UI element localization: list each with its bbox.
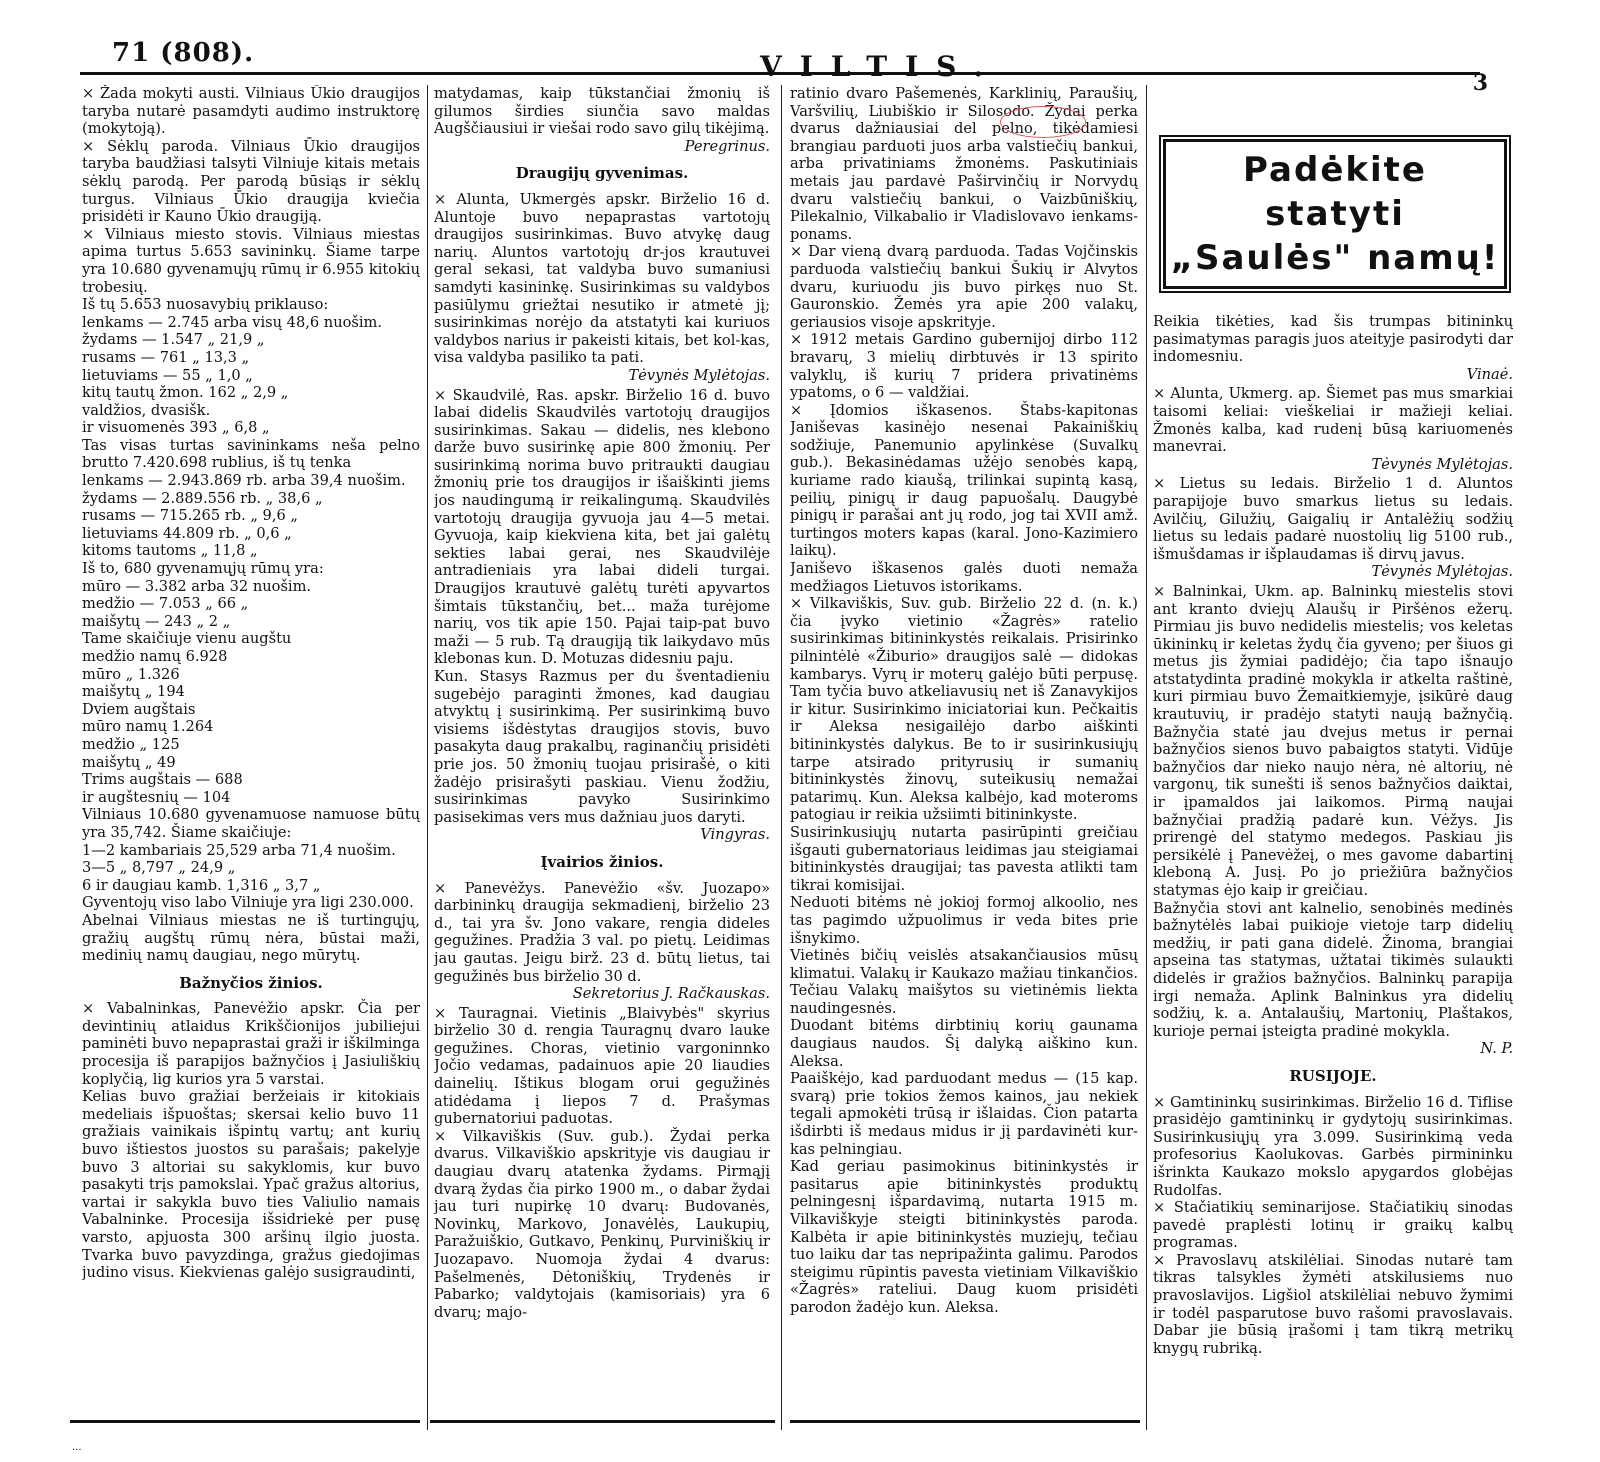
- article-paragraph: × Balninkai, Ukm. ap. Balninkų miestelis stovi ant kranto dviejų Alaušų ir Piršėnos ežerų. Pirmiau jis buvo nedidelis miestelis; vos keletas ūkininkų ir keletas žydų čia gyveno; per šiuos gi metus jis žymiai padidėjo; čia tapo išnaujo atstatydinta pradinė mokykla ir atkelta raštinė, kuri pirmiau buvo Žemaitkiemyje, įsikūrė daug krautuvių, ir pradėjo statyti naują bažnyčią. Bažnyčia statė jau dvejus metus ir pernai bažnyčios sienos buvo pabaigtos statyti. Vidūje bažnyčios dar nieko naujo nėra, nė altorių, nė vargonų, tik sunešti iš senos bažnyčios daiktai, ir įpamaldos jai laikomos. Pirmą naujai bažnyčiai pradžią padarė kun. Vėžys. Jis prirengė del statymo medegos. Paskiau jis persikėlė į Panevėžeį, o mes gavome dabartinį kleboną A. Jusį. Po jo priežiūra bažnyčios statymas ėjo kaip ir greičiau.: [1153, 582, 1513, 899]
- article-paragraph: Kad geriau pasimokinus bitininkystės ir pasitarus apie bitininkystės produktų pelningesnį išpardavimą, nutarta 1915 m. Vilkaviškyje steigti bitininkystės paroda. Kalbėta ir apie bitininkystės muziejų, tečiau tuo laiku dar tas nepripažinta galimu. Parodos steigimu rūpintis pavesta vietiniam Vilkaviškio «Žagrės» rateliui. Daug kuom prisidėti parodon žadėjo kun. Aleksa.: [790, 1158, 1138, 1316]
- page-number-right: 3: [1472, 70, 1488, 96]
- ad-line-1: Padėkite statyti: [1243, 150, 1427, 234]
- article-paragraph: × Vabalninkas, Panevėžio apskr. Čia per devintinių atlaidus Krikščionijos jubiliejui paminėti buvo nepaprastai graži ir iškilminga procesija iš parapijos bažnyčios į Jasiuliškių koplyčią, lig kurios yra 5 varstai.: [82, 1000, 420, 1088]
- saules-advertisement-box: [1163, 139, 1507, 289]
- article-paragraph: Vietinės bičių veislės atsakančiausios mūsų klimatui. Valakų ir Kaukazo mažiau tinkančios. Tečiau Valakų maišytos su vietinėmis liekta naudingesnės.: [790, 947, 1138, 1017]
- column-4: [1153, 85, 1513, 1415]
- article-paragraph: × Panevėžys. Panevėžio «šv. Juozapo» darbininkų draugija sekmadienį, birželio 23 d., tai yra šv. Jono vakare, rengia dideles gegužines. Pradžia 3 val. po pietų. Leidimas jau gautas. Jeigu birž. 23 d. būtų lietus, tai gegužinės bus birželio 30 d.: [434, 879, 770, 985]
- article-paragraph: × Alunta, Ukmerg. ap. Šiemet pas mus smarkiai taisomi keliai: vieškeliai ir mažieji keliai. Žmonės kalba, kad rudenį būsą kariuomenės manevrai.: [1153, 385, 1513, 456]
- column-2: [434, 85, 770, 1415]
- article-paragraph: × Gamtininkų susirinkimas. Birželio 16 d. Tiflise prasidėjo gamtininkų ir gydytojų susirinkimas. Susirinkusiųjų yra 3.099. Susirinkimą veda profesorius Kaolukovas. Garbės pirmininku išrinkta Kaukazo mokslo apygardos globėjas Rudolfas.: [1153, 1093, 1513, 1199]
- column-divider-3: [1146, 85, 1147, 1430]
- article-signature: Tėvynės Mylėtojas.: [1371, 563, 1513, 581]
- article-paragraph: Susirinkusiųjų nutarta pasirūpinti greičiau išgauti gubernatoriaus leidimas jau steigiamai bitininkystės draugijai; tas pavesta atlikti tam tikrai komisijai.: [790, 823, 1138, 894]
- article-signature: Sekretorius J. Račkauskas.: [572, 985, 770, 1003]
- article-paragraph: Reikia tikėties, kad šis trumpas bitininkų pasimatymas paragis juos ateityje pasirodyti dar indomesniu.: [1153, 313, 1513, 366]
- article-signature: Peregrinus.: [684, 137, 770, 155]
- header-rule: [80, 72, 1480, 75]
- newspaper-title: VILTIS.: [760, 50, 1002, 83]
- article-paragraph: Kun. Stasys Razmus per du šventadieniu sugebėjo paraginti žmones, kad daugiau atvyktų į susirinkimą. Per susirinkimą buvo visiems išdėstytas draugijos stovis, buvo pasakyta daug prakalbų, raginančių prisidėti prie jos. 50 žmonių tuojau prisirašė, o kiti žadėjo prisirašyti paskiau. Vienu žodžiu, susirinkimas pavyko Susirinkimo pasisekimas vers mus dažniau juos daryti.: [434, 668, 770, 826]
- article-paragraph: Kelias buvo gražiai beržeiais ir kitokiais medeliais išpuoštas; skersai kelio buvo 11 gražiais vainikais išpintų vartų; ant kurių buvo ištiestos juostos su parašais; pakelyje buvo 3 altoriai su sakyklomis, kur buvo pasakyti trįs pamokslai. Ypač gražus altorius, vartai ir sakykla buvo ties Valiulio namais Vabalninke. Procesija išsidriekė per pusę varsto, apjuosta 300 aršinų ilgio juosta. Tvarka buvo pavyzdinga, gražus giedojimas judino visus. Kiekvienas galėjo susigraudinti,: [82, 1088, 420, 1282]
- article-paragraph: × Stačiatikių seminarijose. Stačiatikių sinodas pavedė praplėsti lotinų ir graikų kalbų programas.: [1153, 1199, 1513, 1252]
- article-paragraph: × Žada mokyti austi. Vilniaus Ūkio draugijos taryba nutarė pasamdyti audimo instruktorę (mokytoją).: [82, 85, 420, 138]
- ad-line-2: „Saulės" namų!: [1170, 238, 1500, 278]
- column-divider-1: [427, 85, 428, 1430]
- statistics-block: Tas visas turtas savininkams neša pelno brutto 7.420.698 rublius, iš tų tenka lenkams — 2.943.869 rb. arba 39,4 nuošim. žydams — 2.889.556 rb. „ 38,6 „ rusams — 715.265 rb. „ 9,6 „ lietuviams 44.809 rb. „ 0,6 „ kitoms tautoms „ 11,8 „: [82, 436, 420, 560]
- article-paragraph: × Alunta, Ukmergės apskr. Birželio 16 d. Aluntoje buvo nepaprastas vartotojų draugijos susirinkimas. Buvo atvykę daug narių. Aluntos vartotojų dr-jos krautuvei geral sekasi, tat valdyba buvo sumaniusi samdyti kasininkę. Susirinkimas su valdybos pasiūlymu griežtai nesutiko ir atmetė jį; susirinkimas norėjo da atstatyti kai kuriuos valdybos narius ir pakeisti kitais, bet kol-kas, visa valdyba pasiliko ta pati.: [434, 190, 770, 367]
- article-paragraph: × 1912 metais Gardino gubernijoj dirbo 112 bravarų, 3 mielių dirbtuvės ir 13 spirito valyklų, iš kurių 7 pridera privatinėms ypatoms, o 6 — valdžiai.: [790, 331, 1138, 402]
- section-heading-russia: RUSIJOJE.: [1289, 1066, 1377, 1085]
- article-paragraph: Duodant bitėms dirbtinių korių gaunama daugiaus naudos. Šį dalyką aiškino kun. Aleksa.: [790, 1017, 1138, 1070]
- page-number-left: 71 (808).: [112, 38, 255, 68]
- article-signature: Tėvynės Mylėtojas.: [1371, 455, 1513, 473]
- article-paragraph: × Vilniaus miesto stovis. Vilniaus miestas apima turtus 5.653 savininkų. Šiame tarpe yra 10.680 gyvenamųjų rūmų ir 6.955 kitokių trobesių.: [82, 225, 420, 296]
- article-signature: N. P.: [1480, 1040, 1513, 1058]
- article-paragraph: Paaiškėjo, kad parduodant medus — (15 kap. svarą) prie tokios žemos kainos, jau nekiek tegali apmokėti trūsą ir išlaidas. Čion patarta išdirbti iš medaus midus ir jį pardavinėti kur-kas pelningiau.: [790, 1070, 1138, 1158]
- section-heading-church-news: Bažnyčios žinios.: [179, 973, 323, 992]
- article-signature: Vinaė.: [1466, 365, 1513, 383]
- article-paragraph: Janiševo iškasenos galės duoti nemaža medžiagos Lietuvos istorikams.: [790, 560, 1138, 595]
- section-heading-society-life: Draugijų gyvenimas.: [515, 164, 689, 183]
- column-3: [790, 85, 1138, 1415]
- bottom-rule-1: [70, 1420, 420, 1423]
- article-signature: Vingyras.: [700, 826, 770, 844]
- article-paragraph: Gyventojų viso labo Vilniuje yra ligi 230.000.: [82, 894, 414, 912]
- article-paragraph: × Vilkaviškis, Suv. gub. Birželio 22 d. (n. k.) čia įvyko vietinio «Žagrės» ratelio susirinkimas bitininkystės reikalais. Prisirinko pilnintėlė «Žiburio» draugijos salė — didokas kambarys. Vyrų ir moterų galėjo būti perpusę. Tam tyčia buvo atkeliavusių net iš Zanavykijos ir kitur. Susirinkimo iniciatoriai kun. Pečkaitis ir Aleksa nesigailėjo darbo aiškinti bitininkystės dalykus. Be to ir susirinkusiųjų tarpe atsirado prityrusių ir sumanių bitininkystės žinovų, suteikusių nemažai patarimų. Kun. Aleksa kalbėjo, kad moteroms patogiau ir reikia užsiimti bitininkyste.: [790, 595, 1138, 824]
- bottom-rule-2: [430, 1420, 775, 1423]
- article-paragraph: Abelnai Vilniaus miestas ne iš turtingųjų, gražių augštų rūmų nėra, būstai maži, medinių namų daugiau, nego mūrytų.: [82, 911, 420, 965]
- article-paragraph: Bažnyčia stovi ant kalnelio, senobinės medinės bažnytėlės labai puikioje vietoje tarp didelių medžių, ir pati gana didelė. Žinoma, brangiai apseina tas statymas, užtatai tikimės sulaukti didelės ir gražios bažnyčios. Balninkų parapija irgi nemaža. Aplink Balninkus yra didelių sodžių, k. a. Antalaušių, Martonių, Plaštakos, kurioje pernai įsteigta pradinė mokykla.: [1153, 899, 1513, 1040]
- article-paragraph: × Skaudvilė, Ras. apskr. Birželio 16 d. buvo labai didelis Skaudvilės vartotojų draugijos susirinkimas. Sakau — didelis, nes klebono darže buvo susirinkę apie 800 žmonių. Per susirinkimą norima buvo pritraukti daugiau žmonių prie tos draugijos ir išaiškinti jiems jos naudingumą ir reikalingumą. Skaudvilės vartotojų draugija gyvuoja jau 4—5 metai. Gyvuoja, kaip kiekviena kita, bet jai galėtų sekties labai gerai, nes Skaudvilėje antradieniais yra labai dideli turgai. Draugijos krautuvė galėtų turėti apyvartos šimtais tūkstančių, bet... maža turėjome narių, vos tik apie 150. Pajai taip-pat buvo maži — 5 rub. Tą draugiją tik laikydavo mūs klebonas kun. D. Motuzas didesniu paju.: [434, 386, 770, 668]
- red-circle-annotation: [1000, 106, 1086, 138]
- article-paragraph: Neduoti bitėms nė jokioj formoj alkoolio, nes tas pagimdo užpuolimus ir veda bites prie išnykimo.: [790, 894, 1138, 947]
- section-heading-various-news: Įvairios žinios.: [540, 852, 664, 871]
- statistics-block: Vilniaus 10.680 gyvenamuose namuose būtų yra 35,742. Šiame skaičiuje: 1—2 kambariais 25,529 arba 71,4 nuošim. 3—5 „ 8,797 „ 24,9 „ 6 ir daugiau kamb. 1,316 „ 3,7 „: [82, 806, 420, 894]
- article-paragraph: × Įdomios iškasenos. Štabs-kapitonas Janiševas kasinėjo nesenai Pakainiškių sodžiuje, Panemunio apylinkėse (Suvalkų gub.). Bekasinėdamas užėjo senobės kapą, kuriame rado kiaušą, trilinkai supintą kasą, peilių, pinigų ir daug papuošalų. Daugybė pinigų ir parašai ant jų rodo, jog tai XVII amž. turtingos moters kapas (karal. Jono-Kazimiero laikų).: [790, 401, 1138, 560]
- article-signature: Tėvynės Mylėtojas.: [628, 366, 770, 384]
- bottom-rule-3: [790, 1420, 1140, 1423]
- footer-fragment: ...: [72, 1442, 82, 1453]
- article-paragraph: × Lietus su ledais. Birželio 1 d. Aluntos parapijoje buvo smarkus lietus su ledais. Avilčių, Gilužių, Gaigalių ir Antalėžių sodžių lietus su ledais padarė nuostolių lig 5100 rub., išmušdamas ir išplaudamas iš dirvų javus.: [1153, 475, 1513, 563]
- article-paragraph: × Sėklų paroda. Vilniaus Ūkio draugijos taryba baudžiasi talsyti Vilniuje kitais metais sėklų parodą. Per parodą būsiąs ir sėklų turgus. Vilniaus Ūkio draugija kviečia prisidėti ir Kauno Ūkio draugiją.: [82, 137, 420, 226]
- article-paragraph: × Pravoslavų atskilėliai. Sinodas nutarė tam tikras talsykles žymėti atskilusiems nuo pravoslavijos. Ligšiol atskilėliai nebuvo žymimi ir todėl pasparutose buvo rašomi pravoslavais. Dabar jie būsią įrašomi į tam tikrą metrikų knygų rubriką.: [1153, 1251, 1513, 1357]
- column-divider-2: [781, 85, 782, 1430]
- statistics-block: Tame skaičiuje vienu augštu medžio namų 6.928 mūro „ 1.326 maišytų „ 194 Dviem augštais mūro namų 1.264 medžio „ 125 maišytų „ 49 Trims augštais — 688 ir augštesnių — 104: [82, 630, 292, 806]
- article-paragraph: × Vilkaviškis (Suv. gub.). Žydai perka dvarus. Vilkaviškio apskrityje vis daugiau ir daugiau dvarų atatenka žydams. Pirmąjį dvarą žydas čia pirko 1900 m., o dabar žydai jau turi nupirkę 10 dvarų: Budovanės, Novinkų, Markovo, Jonavėlės, Laukupių, Paražuiškio, Gutkavo, Penkinų, Purviniškių ir Juozapavo. Nuomoja žydai 4 dvarus: Pašelmenės, Dėtoniškių, Trydenės ir Pabarko; valdytojais (kamisoriais) yra 6 dvarų; majo-: [434, 1127, 770, 1321]
- column-1: [82, 85, 420, 1415]
- statistics-block: Iš tų 5.653 nuosavybių priklauso: lenkams — 2.745 arba visų 48,6 nuošim. žydams — 1.547 „ 21,9 „ rusams — 761 „ 13,3 „ lietuviams — 55 „ 1,0 „ kitų tautų žmon. 162 „ 2,9 „ valdžios, dvasišk. ir visuomenės 393 „ 6,8 „: [82, 296, 383, 437]
- article-paragraph: ratinio dvaro Pašemenės, Karklinių, Paraušių, Varšvilių, Liubiškio ir Silosodo. Žydai perka dvarus dažniausiai del pelno, tikėdamiesi brangiau parduoti juos arba valstiečių bankui, arba privatiniams žmonėms. Paskutiniais metais jau pardavė Paširvinčių ir Norvydų dvaru valstiečių bankui, o Vaizbūniškių, Pilekalnio, Vilkabalio ir Vladislovavo ienkams-ponams.: [790, 85, 1138, 243]
- article-paragraph: matydamas, kaip tūkstančiai žmonių iš gilumos širdies siunčia savo maldas Augščiausiui ir viešai rodo savo gilų tikėjimą.: [434, 85, 770, 138]
- article-paragraph: × Dar vieną dvarą parduoda. Tadas Vojčinskis parduoda valstiečių bankui Šukių ir Alvytos dvaru, kuriuodu jis buvo pirkęs nuo St. Gauronskio. Žemės yra apie 200 valakų, geriausios visoje apskrityje.: [790, 243, 1138, 331]
- article-paragraph: × Tauragnai. Vietinis „Blaivybės" skyrius birželio 30 d. rengia Tauragnų dvaro lauke gegužines. Choras, vietinio vargoninnko Jočio vedamas, padainuos apie 20 liaudies dainelių. Ištikus blogam orui gegužinės atidėdama į liepos 7 d. Prašymas gubernatoriui paduotas.: [434, 1004, 770, 1128]
- statistics-block: Iš to, 680 gyvenamųjų rūmų yra: mūro — 3.382 arba 32 nuošim. medžio — 7.053 „ 66 „ maišytų — 243 „ 2 „: [82, 560, 324, 630]
